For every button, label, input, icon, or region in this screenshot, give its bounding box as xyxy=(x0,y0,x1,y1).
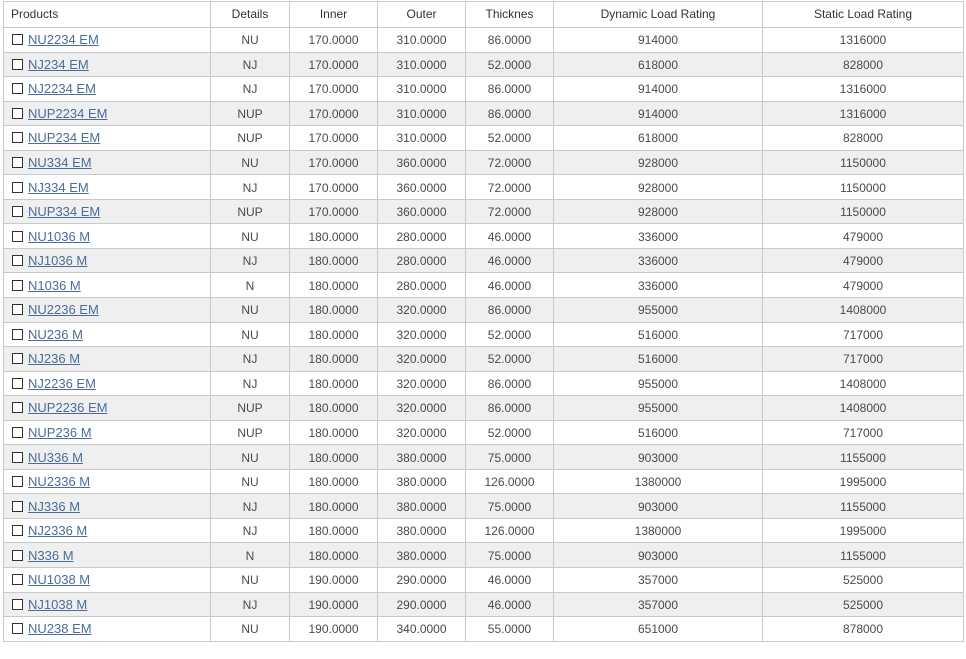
dynamic-load-rating-cell: 903000 xyxy=(554,494,763,519)
outer-cell: 290.0000 xyxy=(378,568,466,593)
dynamic-load-rating-cell: 357000 xyxy=(554,592,763,617)
table-row xyxy=(4,592,964,617)
details-cell: NU xyxy=(211,150,290,175)
table-row xyxy=(4,298,964,323)
product-cell xyxy=(4,199,211,224)
product-link[interactable]: NU334 EM xyxy=(28,155,92,170)
product-link[interactable]: NUP2236 EM xyxy=(28,400,108,416)
details-cell: N xyxy=(211,543,290,568)
product-link[interactable]: NJ334 EM xyxy=(28,179,89,195)
outer-cell: 360.0000 xyxy=(378,199,466,224)
details-cell: NJ xyxy=(211,494,290,519)
table-row xyxy=(4,199,964,224)
product-link[interactable]: NU336 M xyxy=(28,449,83,465)
thickness-cell: 72.0000 xyxy=(466,175,554,200)
product-link[interactable]: NUP234 EM xyxy=(28,130,101,146)
table-row xyxy=(4,273,964,298)
table-row xyxy=(4,175,964,200)
details-cell: NUP xyxy=(211,420,290,445)
dynamic-load-rating-cell: 357000 xyxy=(554,568,763,593)
product-link[interactable]: NUP2234 EM xyxy=(28,105,108,121)
product-link[interactable]: NU2336 M xyxy=(28,474,91,490)
static-load-rating-cell: 1995000 xyxy=(763,469,964,494)
dynamic-load-rating-cell: 928000 xyxy=(554,199,763,224)
outer-cell: 310.0000 xyxy=(378,52,466,77)
thickness-cell: 46.0000 xyxy=(466,273,554,298)
product-select-checkbox[interactable] xyxy=(12,525,23,536)
table-row xyxy=(4,568,964,593)
dynamic-load-rating-cell: 651000 xyxy=(554,617,763,642)
product-select-checkbox[interactable] xyxy=(12,452,23,463)
table-body xyxy=(4,28,964,642)
details-cell: NJ xyxy=(211,52,290,77)
product-cell xyxy=(4,224,211,249)
thickness-cell: 72.0000 xyxy=(466,199,554,224)
static-load-rating-cell: 1316000 xyxy=(763,28,964,53)
product-select-checkbox[interactable] xyxy=(12,231,23,242)
details-cell: NJ xyxy=(211,592,290,617)
product-link[interactable]: NUP236 M xyxy=(28,425,92,441)
table-row xyxy=(4,126,964,151)
static-load-rating-cell: 1155000 xyxy=(763,543,964,568)
inner-cell: 170.0000 xyxy=(290,175,378,200)
product-cell xyxy=(4,248,211,273)
outer-cell: 280.0000 xyxy=(378,248,466,273)
dynamic-load-rating-cell: 955000 xyxy=(554,396,763,421)
details-cell: NJ xyxy=(211,248,290,273)
table-row xyxy=(4,150,964,175)
details-cell: NUP xyxy=(211,126,290,151)
table-header-row xyxy=(4,2,964,28)
outer-cell: 320.0000 xyxy=(378,371,466,396)
inner-cell: 180.0000 xyxy=(290,420,378,445)
product-cell xyxy=(4,396,211,421)
thickness-cell: 126.0000 xyxy=(466,469,554,494)
thickness-cell: 86.0000 xyxy=(466,77,554,102)
static-load-rating-cell: 1150000 xyxy=(763,150,964,175)
product-link[interactable]: NU2236 EM xyxy=(28,302,99,318)
inner-cell: 180.0000 xyxy=(290,224,378,249)
product-cell xyxy=(4,28,211,53)
product-cell xyxy=(4,420,211,445)
static-load-rating-cell: 1408000 xyxy=(763,371,964,396)
inner-cell: 170.0000 xyxy=(290,28,378,53)
table-row xyxy=(4,617,964,642)
thickness-cell: 126.0000 xyxy=(466,518,554,543)
dynamic-load-rating-cell: 1380000 xyxy=(554,469,763,494)
details-cell: NU xyxy=(211,469,290,494)
product-cell xyxy=(4,175,211,200)
thickness-cell: 46.0000 xyxy=(466,224,554,249)
product-link[interactable]: NJ2336 M xyxy=(28,523,88,539)
static-load-rating-cell: 479000 xyxy=(763,224,964,249)
outer-cell: 380.0000 xyxy=(378,445,466,470)
thickness-cell: 52.0000 xyxy=(466,126,554,151)
details-cell: NUP xyxy=(211,396,290,421)
outer-cell: 310.0000 xyxy=(378,101,466,126)
thickness-cell: 86.0000 xyxy=(466,298,554,323)
dynamic-load-rating-cell: 928000 xyxy=(554,175,763,200)
product-cell xyxy=(4,150,211,175)
product-cell xyxy=(4,543,211,568)
dynamic-load-rating-cell: 914000 xyxy=(554,101,763,126)
product-select-checkbox[interactable] xyxy=(12,329,23,340)
product-link[interactable]: NJ236 M xyxy=(28,351,81,367)
product-select-checkbox[interactable] xyxy=(12,132,23,143)
product-select-checkbox[interactable] xyxy=(12,550,23,561)
table-row xyxy=(4,445,964,470)
static-load-rating-cell: 479000 xyxy=(763,273,964,298)
dynamic-load-rating-cell: 903000 xyxy=(554,445,763,470)
outer-cell: 320.0000 xyxy=(378,347,466,372)
table-row xyxy=(4,52,964,77)
details-cell: N xyxy=(211,273,290,298)
static-load-rating-cell: 1150000 xyxy=(763,199,964,224)
table-row xyxy=(4,371,964,396)
dynamic-load-rating-cell: 928000 xyxy=(554,150,763,175)
thickness-cell: 52.0000 xyxy=(466,347,554,372)
outer-cell: 280.0000 xyxy=(378,224,466,249)
inner-cell: 170.0000 xyxy=(290,126,378,151)
details-cell: NJ xyxy=(211,77,290,102)
inner-cell: 180.0000 xyxy=(290,347,378,372)
table-row xyxy=(4,420,964,445)
product-cell xyxy=(4,77,211,102)
product-cell xyxy=(4,518,211,543)
product-select-checkbox[interactable] xyxy=(12,402,23,413)
inner-cell: 180.0000 xyxy=(290,273,378,298)
inner-cell: 180.0000 xyxy=(290,371,378,396)
outer-cell: 310.0000 xyxy=(378,126,466,151)
table-row xyxy=(4,322,964,347)
product-link[interactable]: NU2234 EM xyxy=(28,32,99,48)
details-cell: NJ xyxy=(211,347,290,372)
thickness-cell: 55.0000 xyxy=(466,617,554,642)
thickness-cell: 52.0000 xyxy=(466,420,554,445)
inner-cell: 180.0000 xyxy=(290,248,378,273)
product-link[interactable]: N1036 M xyxy=(28,277,81,293)
dynamic-load-rating-cell: 516000 xyxy=(554,322,763,347)
product-select-checkbox[interactable] xyxy=(12,378,23,389)
dynamic-load-rating-cell: 516000 xyxy=(554,420,763,445)
outer-cell: 380.0000 xyxy=(378,518,466,543)
details-cell: NUP xyxy=(211,101,290,126)
product-select-checkbox[interactable] xyxy=(12,427,23,438)
inner-cell: 170.0000 xyxy=(290,52,378,77)
inner-cell: 180.0000 xyxy=(290,518,378,543)
product-cell xyxy=(4,322,211,347)
product-cell xyxy=(4,445,211,470)
static-load-rating-cell: 717000 xyxy=(763,347,964,372)
column-header-thickness[interactable]: Thicknes xyxy=(466,2,554,28)
inner-cell: 180.0000 xyxy=(290,543,378,568)
inner-cell: 180.0000 xyxy=(290,322,378,347)
inner-cell: 190.0000 xyxy=(290,568,378,593)
inner-cell: 180.0000 xyxy=(290,396,378,421)
static-load-rating-cell: 1150000 xyxy=(763,175,964,200)
column-header-outer[interactable]: Outer xyxy=(378,2,466,28)
dynamic-load-rating-cell: 336000 xyxy=(554,248,763,273)
static-load-rating-cell: 1995000 xyxy=(763,518,964,543)
thickness-cell: 72.0000 xyxy=(466,150,554,175)
dynamic-load-rating-cell: 955000 xyxy=(554,298,763,323)
outer-cell: 310.0000 xyxy=(378,28,466,53)
thickness-cell: 86.0000 xyxy=(466,396,554,421)
static-load-rating-cell: 717000 xyxy=(763,322,964,347)
outer-cell: 380.0000 xyxy=(378,543,466,568)
inner-cell: 170.0000 xyxy=(290,101,378,126)
table-row xyxy=(4,518,964,543)
details-cell: NU xyxy=(211,322,290,347)
outer-cell: 290.0000 xyxy=(378,592,466,617)
table-row xyxy=(4,494,964,519)
outer-cell: 280.0000 xyxy=(378,273,466,298)
inner-cell: 190.0000 xyxy=(290,592,378,617)
product-cell xyxy=(4,592,211,617)
outer-cell: 360.0000 xyxy=(378,150,466,175)
outer-cell: 320.0000 xyxy=(378,396,466,421)
dynamic-load-rating-cell: 516000 xyxy=(554,347,763,372)
product-cell xyxy=(4,298,211,323)
outer-cell: 360.0000 xyxy=(378,175,466,200)
product-select-checkbox[interactable] xyxy=(12,599,23,610)
static-load-rating-cell: 525000 xyxy=(763,592,964,617)
outer-cell: 320.0000 xyxy=(378,420,466,445)
thickness-cell: 75.0000 xyxy=(466,543,554,568)
dynamic-load-rating-cell: 903000 xyxy=(554,543,763,568)
product-link[interactable]: NJ2236 EM xyxy=(28,375,96,391)
product-link[interactable]: NJ1038 M xyxy=(28,596,88,612)
table-row xyxy=(4,248,964,273)
static-load-rating-cell: 1155000 xyxy=(763,445,964,470)
table-row xyxy=(4,101,964,126)
product-cell xyxy=(4,469,211,494)
outer-cell: 320.0000 xyxy=(378,322,466,347)
product-select-checkbox[interactable] xyxy=(12,353,23,364)
details-cell: NU xyxy=(211,445,290,470)
thickness-cell: 46.0000 xyxy=(466,568,554,593)
thickness-cell: 52.0000 xyxy=(466,322,554,347)
product-select-checkbox[interactable] xyxy=(12,304,23,315)
product-select-checkbox[interactable] xyxy=(12,157,23,168)
dynamic-load-rating-cell: 336000 xyxy=(554,273,763,298)
dynamic-load-rating-cell: 914000 xyxy=(554,77,763,102)
details-cell: NJ xyxy=(211,175,290,200)
product-select-checkbox[interactable] xyxy=(12,59,23,70)
table-row xyxy=(4,543,964,568)
inner-cell: 180.0000 xyxy=(290,445,378,470)
details-cell: NUP xyxy=(211,199,290,224)
inner-cell: 180.0000 xyxy=(290,494,378,519)
product-select-checkbox[interactable] xyxy=(12,182,23,193)
thickness-cell: 86.0000 xyxy=(466,371,554,396)
product-link[interactable]: NJ234 EM xyxy=(28,56,89,72)
outer-cell: 340.0000 xyxy=(378,617,466,642)
product-link[interactable]: N336 M xyxy=(28,547,74,563)
product-select-checkbox[interactable] xyxy=(12,574,23,585)
inner-cell: 170.0000 xyxy=(290,150,378,175)
details-cell: NU xyxy=(211,224,290,249)
product-select-checkbox[interactable] xyxy=(12,623,23,634)
inner-cell: 180.0000 xyxy=(290,469,378,494)
product-cell xyxy=(4,273,211,298)
dynamic-load-rating-cell: 955000 xyxy=(554,371,763,396)
product-select-checkbox[interactable] xyxy=(12,34,23,45)
details-cell: NJ xyxy=(211,371,290,396)
product-link[interactable]: NUP334 EM xyxy=(28,204,101,220)
column-header-inner[interactable]: Inner xyxy=(290,2,378,28)
dynamic-load-rating-cell: 618000 xyxy=(554,126,763,151)
product-select-checkbox[interactable] xyxy=(12,280,23,291)
static-load-rating-cell: 1408000 xyxy=(763,396,964,421)
static-load-rating-cell: 1316000 xyxy=(763,77,964,102)
column-header-dynamic-load-rating[interactable]: Dynamic Load Rating xyxy=(554,2,763,28)
static-load-rating-cell: 717000 xyxy=(763,420,964,445)
thickness-cell: 86.0000 xyxy=(466,28,554,53)
details-cell: NU xyxy=(211,298,290,323)
static-load-rating-cell: 1155000 xyxy=(763,494,964,519)
product-select-checkbox[interactable] xyxy=(12,83,23,94)
products-table xyxy=(3,1,964,642)
product-cell xyxy=(4,371,211,396)
thickness-cell: 75.0000 xyxy=(466,445,554,470)
dynamic-load-rating-cell: 336000 xyxy=(554,224,763,249)
static-load-rating-cell: 479000 xyxy=(763,248,964,273)
details-cell: NU xyxy=(211,28,290,53)
table-row xyxy=(4,396,964,421)
product-link[interactable]: NJ1036 M xyxy=(28,253,88,269)
product-cell xyxy=(4,617,211,642)
product-select-checkbox[interactable] xyxy=(12,206,23,217)
outer-cell: 380.0000 xyxy=(378,494,466,519)
dynamic-load-rating-cell: 914000 xyxy=(554,28,763,53)
product-cell xyxy=(4,126,211,151)
product-cell xyxy=(4,347,211,372)
thickness-cell: 75.0000 xyxy=(466,494,554,519)
product-link[interactable]: NU238 EM xyxy=(28,621,92,637)
column-header-products[interactable]: Products xyxy=(4,2,211,28)
static-load-rating-cell: 1408000 xyxy=(763,298,964,323)
table-row xyxy=(4,347,964,372)
details-cell: NJ xyxy=(211,518,290,543)
table-row xyxy=(4,224,964,249)
product-cell xyxy=(4,52,211,77)
inner-cell: 170.0000 xyxy=(290,199,378,224)
dynamic-load-rating-cell: 618000 xyxy=(554,52,763,77)
thickness-cell: 46.0000 xyxy=(466,248,554,273)
details-cell: NU xyxy=(211,617,290,642)
dynamic-load-rating-cell: 1380000 xyxy=(554,518,763,543)
product-select-checkbox[interactable] xyxy=(12,255,23,266)
thickness-cell: 46.0000 xyxy=(466,592,554,617)
product-select-checkbox[interactable] xyxy=(12,501,23,512)
outer-cell: 310.0000 xyxy=(378,77,466,102)
product-link[interactable]: NU236 M xyxy=(28,326,83,342)
product-link[interactable]: NJ336 M xyxy=(28,498,81,514)
details-cell: NU xyxy=(211,568,290,593)
product-cell xyxy=(4,568,211,593)
product-link[interactable]: NU1036 M xyxy=(28,228,91,244)
table-row xyxy=(4,469,964,494)
product-select-checkbox[interactable] xyxy=(12,108,23,119)
outer-cell: 380.0000 xyxy=(378,469,466,494)
inner-cell: 190.0000 xyxy=(290,617,378,642)
product-select-checkbox[interactable] xyxy=(12,476,23,487)
table-row xyxy=(4,77,964,102)
static-load-rating-cell: 1316000 xyxy=(763,101,964,126)
thickness-cell: 86.0000 xyxy=(466,101,554,126)
table-row xyxy=(4,28,964,53)
outer-cell: 320.0000 xyxy=(378,298,466,323)
static-load-rating-cell: 525000 xyxy=(763,568,964,593)
product-cell xyxy=(4,494,211,519)
product-link[interactable]: NU1038 M xyxy=(28,572,91,588)
product-link[interactable]: NJ2234 EM xyxy=(28,81,96,97)
column-header-static-load-rating[interactable]: Static Load Rating xyxy=(763,2,964,28)
static-load-rating-cell: 878000 xyxy=(763,617,964,642)
static-load-rating-cell: 828000 xyxy=(763,126,964,151)
inner-cell: 170.0000 xyxy=(290,77,378,102)
thickness-cell: 52.0000 xyxy=(466,52,554,77)
inner-cell: 180.0000 xyxy=(290,298,378,323)
product-cell xyxy=(4,101,211,126)
static-load-rating-cell: 828000 xyxy=(763,52,964,77)
column-header-details[interactable]: Details xyxy=(211,2,290,28)
